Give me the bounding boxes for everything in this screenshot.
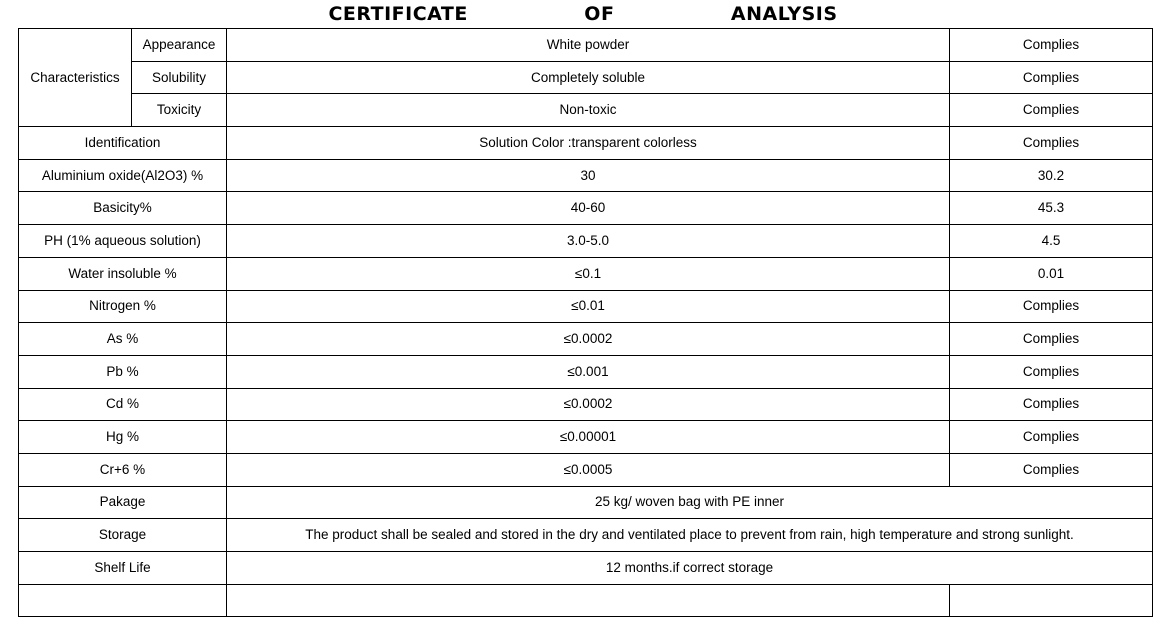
info-item-value: 25 kg/ woven bag with PE inner	[227, 486, 1153, 519]
table-row	[19, 519, 1153, 552]
characteristic-name: Solubility	[132, 61, 227, 94]
item-result: Complies	[950, 355, 1153, 388]
table-row	[19, 127, 1153, 160]
item-name: PH (1% aqueous solution)	[19, 225, 227, 258]
item-name: Basicity%	[19, 192, 227, 225]
table-row	[19, 552, 1153, 585]
item-name: Identification	[19, 127, 227, 160]
item-name: Nitrogen %	[19, 290, 227, 323]
table-row	[19, 290, 1153, 323]
table-row	[19, 584, 1153, 617]
item-result: Complies	[950, 453, 1153, 486]
item-standard: 3.0-5.0	[227, 225, 950, 258]
table-row	[19, 323, 1153, 356]
item-name: Hg %	[19, 421, 227, 454]
table-row	[19, 421, 1153, 454]
item-standard: ≤0.001	[227, 355, 950, 388]
item-name: Aluminium oxide(Al2O3) %	[19, 159, 227, 192]
item-standard: 40-60	[227, 192, 950, 225]
characteristic-standard: Completely soluble	[227, 61, 950, 94]
info-item-value: 12 months.if correct storage	[227, 552, 1153, 585]
info-item-value: The product shall be sealed and stored in the dry and ventilated place to prevent from rain, high temperature and strong sunlight.	[227, 519, 1153, 552]
item-name: Cd %	[19, 388, 227, 421]
item-standard: ≤0.0002	[227, 323, 950, 356]
characteristic-name: Toxicity	[132, 94, 227, 127]
item-result: Complies	[950, 421, 1153, 454]
info-item-name: Shelf Life	[19, 552, 227, 585]
item-result: Complies	[950, 127, 1153, 160]
table-row	[19, 355, 1153, 388]
characteristic-standard: White powder	[227, 29, 950, 62]
characteristic-result: Complies	[950, 29, 1153, 62]
item-name: As %	[19, 323, 227, 356]
empty-cell	[19, 584, 227, 617]
analysis-table-body	[19, 29, 1153, 617]
empty-cell	[950, 584, 1153, 617]
document-title: CERTIFICATE OF ANALYSIS	[328, 3, 838, 25]
characteristics-label: Characteristics	[19, 29, 132, 127]
info-item-name: Pakage	[19, 486, 227, 519]
table-row	[19, 453, 1153, 486]
analysis-table	[18, 28, 1153, 617]
item-standard: Solution Color :transparent colorless	[227, 127, 950, 160]
table-row	[19, 159, 1153, 192]
characteristic-standard: Non-toxic	[227, 94, 950, 127]
item-result: 0.01	[950, 257, 1153, 290]
item-standard: ≤0.01	[227, 290, 950, 323]
item-result: Complies	[950, 290, 1153, 323]
item-result: Complies	[950, 388, 1153, 421]
table-row	[19, 486, 1153, 519]
table-row	[19, 61, 1153, 94]
item-standard: ≤0.0002	[227, 388, 950, 421]
table-row	[19, 94, 1153, 127]
characteristic-name: Appearance	[132, 29, 227, 62]
item-result: Complies	[950, 323, 1153, 356]
table-row	[19, 225, 1153, 258]
item-standard: ≤0.00001	[227, 421, 950, 454]
empty-cell	[227, 584, 950, 617]
info-item-name: Storage	[19, 519, 227, 552]
item-standard: ≤0.0005	[227, 453, 950, 486]
table-row	[19, 388, 1153, 421]
item-result: 30.2	[950, 159, 1153, 192]
characteristic-result: Complies	[950, 94, 1153, 127]
item-name: Pb %	[19, 355, 227, 388]
table-row	[19, 29, 1153, 62]
item-standard: ≤0.1	[227, 257, 950, 290]
item-name: Water insoluble %	[19, 257, 227, 290]
characteristic-result: Complies	[950, 61, 1153, 94]
item-standard: 30	[227, 159, 950, 192]
table-row	[19, 257, 1153, 290]
item-name: Cr+6 %	[19, 453, 227, 486]
item-result: 4.5	[950, 225, 1153, 258]
table-row	[19, 192, 1153, 225]
item-result: 45.3	[950, 192, 1153, 225]
